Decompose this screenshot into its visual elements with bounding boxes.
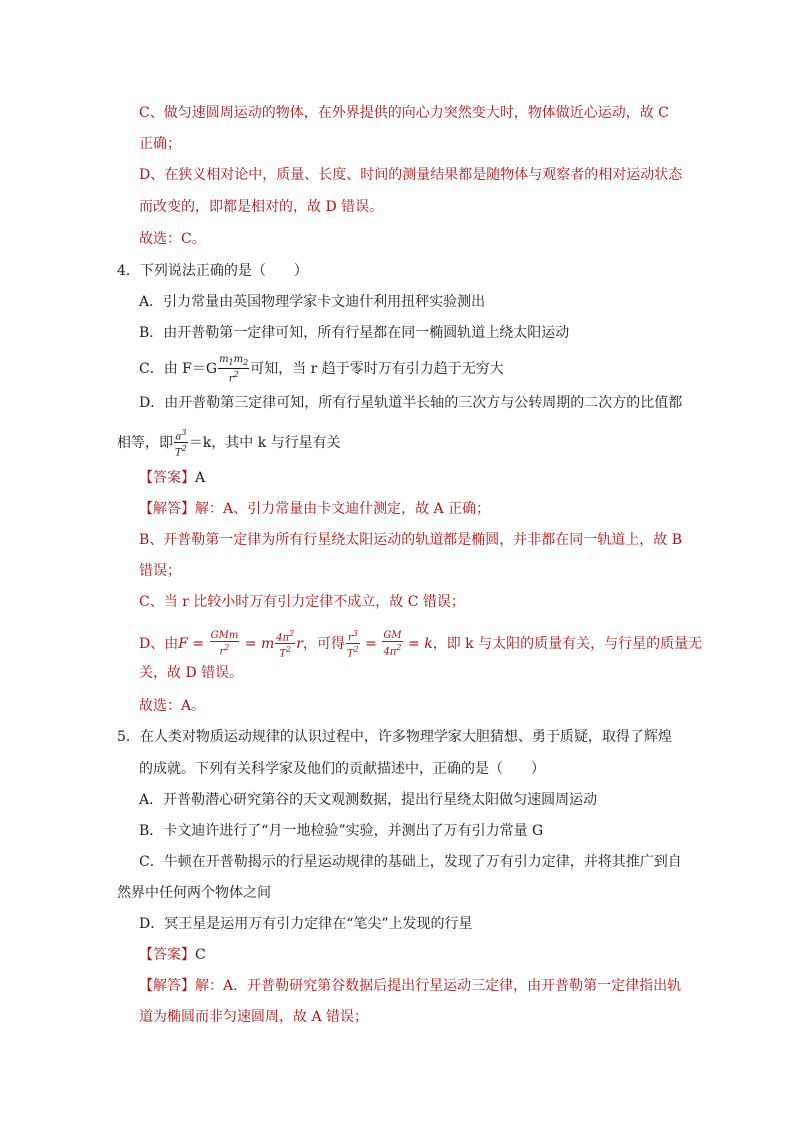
q5-option-d: D．冥王星是运用万有引力定律在“笔尖”上发现的行星 <box>139 916 473 932</box>
q4-d-fraction-formula: $\frac{a^3}{T^2}$ <box>175 428 187 459</box>
analysis-a-text: 解：A、引力常量由卡文迪什测定，故 A 正确； <box>195 501 491 517</box>
kepler-fraction: $\frac{r^3}{T^2}$ <box>346 629 359 660</box>
q4-analysis-a <box>139 500 490 518</box>
q5-stem-line2: 的成就。下列有关科学家及他们的贡献描述中，正确的是（ ） <box>139 761 545 777</box>
analysis-tag: 【解答】 <box>139 978 195 994</box>
q4-option-a: A．引力常量由英国物理学家卡文迪什利用扭秤实验测出 <box>139 294 486 310</box>
q4-option-d-line2 <box>117 427 341 459</box>
prev-choose: 故选：C。 <box>139 231 206 247</box>
prev-option-c-line1: C、做匀速圆周运动的物体，在外界提供的向心力突然变大时，物体做近心运动，故 C <box>139 105 669 121</box>
answer-value: A <box>195 470 206 486</box>
answer-value: C <box>195 947 206 963</box>
q4-option-c-suffix: 可知，当 r 趋于零时万有引力趋于无穷大 <box>250 361 504 378</box>
answer-tag: 【答案】 <box>139 470 195 486</box>
q5-stem-line1: 5．在人类对物质运动规律的认识过程中，许多物理学家大胆猜想、勇于质疑，取得了辉煌 <box>117 729 672 745</box>
q4-analysis-c: C、当 r 比较小时万有引力定律不成立，故 C 错误； <box>139 594 465 610</box>
q4-analysis-b-line2: 错误； <box>139 563 181 579</box>
q4-option-d-suffix: ＝k，其中 k 与行星有关 <box>188 434 341 451</box>
analysis-d-suffix: ，即 k 与太阳的质量有关，与行星的质量无 <box>432 635 703 652</box>
analysis-d-mid: ，可得 <box>302 635 345 652</box>
q4-answer <box>139 469 205 487</box>
q4-analysis-b-line1: B、开普勒第一定律为所有行星绕太阳运动的轨道都是椭圆，并非都在同一轨道上，故 B <box>139 532 683 548</box>
q4-analysis-d-line2: 关，故 D 错误。 <box>139 665 244 681</box>
q4-option-d-line1: D．由开普勒第三定律可知，所有行星轨道半长轴的三次方与公转周期的二次方的比值都 <box>139 395 683 411</box>
q5-analysis-a-line2: 道为椭圆而非匀速圆周，故 A 错误； <box>139 1009 369 1025</box>
q5-analysis-a-line1 <box>139 977 681 995</box>
answer-tag: 【答案】 <box>139 947 195 963</box>
q4-choose: 故选：A。 <box>139 698 206 714</box>
analysis-a-text: 解：A．开普勒研究第谷数据后提出行星运动三定律，由开普勒第一定律指出轨 <box>195 978 682 994</box>
prev-option-d-line2: 而改变的，即都是相对的，故 D 错误。 <box>139 199 384 215</box>
q5-option-a: A．开普勒潜心研究第谷的天文观测数据，提出行星绕太阳做匀速圆周运动 <box>139 792 598 808</box>
q5-answer <box>139 946 206 964</box>
prev-option-c-line2: 正确； <box>139 136 181 152</box>
analysis-d-prefix: D、由 <box>139 635 179 652</box>
q4-c-fraction-formula: $\frac{m_1m_2}{r^2}$ <box>219 354 249 385</box>
q5-option-c-line2: 然界中任何两个物体之间 <box>117 885 271 901</box>
gm-fraction: $\frac{GM}{4\pi^2}$ <box>383 630 402 658</box>
q4-option-c <box>139 354 504 384</box>
q4-analysis-d-line1: D、由F = $\frac{\text{GMm}}{r^2}$ = m $\frac{4\pi^2}{T^2}$ r，可得 $\frac{r^3}{T^2}$ = $\frac{GM}{4\pi^2}$ = k，即 k 与太阳的质量有关，与行星的质量无 <box>139 629 703 660</box>
q4-option-c-prefix: C．由 F＝G <box>139 361 218 378</box>
prev-option-d-line1: D、在狭义相对论中，质量、长度、时间的测量结果都是随物体与观察者的相对运动状态 <box>139 167 683 183</box>
q5-option-c-line1: C．牛顿在开普勒揭示的行星运动规律的基础上，发现了万有引力定律，并将其推广到自 <box>139 854 682 870</box>
q4-option-d-prefix: 相等，即 <box>117 434 173 451</box>
q4-option-b: B．由开普勒第一定律可知，所有行星都在同一椭圆轨道上绕太阳运动 <box>139 325 570 341</box>
gravity-fraction: $\frac{\text{GMm}}{r^2}$ <box>210 630 239 658</box>
centripetal-fraction: $\frac{4\pi^2}{T^2}$ <box>276 629 295 660</box>
analysis-tag: 【解答】 <box>139 501 195 517</box>
q4-stem: 4．下列说法正确的是（ ） <box>117 263 308 279</box>
q5-option-b: B．卡文迪许进行了“月一地检验”实验，并测出了万有引力常量 G <box>139 823 544 839</box>
